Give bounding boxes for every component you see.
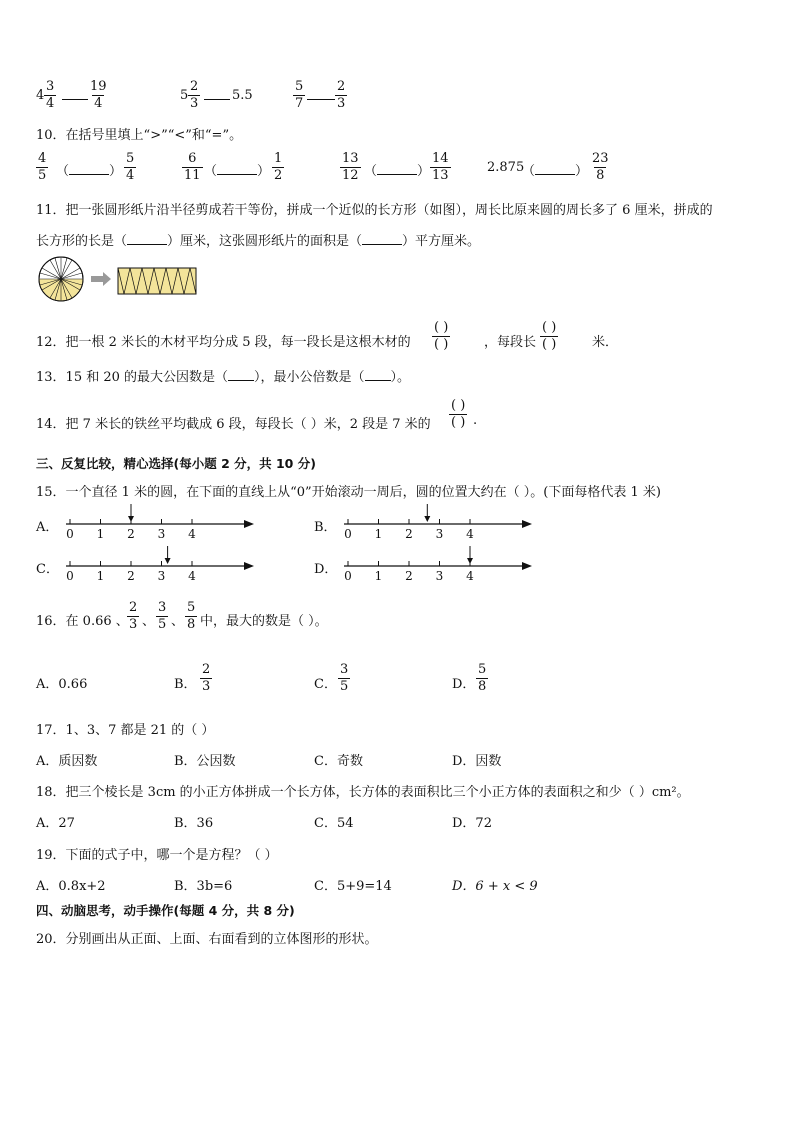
circle-sectors-figure <box>39 257 83 301</box>
q14-end: . <box>473 413 478 428</box>
q10-item4-paren[interactable]: （ ） <box>522 164 589 179</box>
number-line-tick-label: 2 <box>405 569 413 582</box>
q10-item1-left: $\frac{4}{5}$ <box>38 151 47 183</box>
q16-option-b-frac[interactable]: $\frac{2}{3}$ <box>202 662 211 694</box>
q16-frac-5-8: $\frac{5}{8}$ <box>187 600 196 632</box>
section-4-heading: 四、动脑思考，动手操作(每题 4 分，共 8 分) <box>36 903 295 918</box>
q19-option-c[interactable]: C．5+9=14 <box>314 879 392 894</box>
q17-option-a[interactable]: A．质因数 <box>36 754 98 769</box>
number-line-tick-label: 1 <box>96 569 105 582</box>
q15-numberline-a <box>62 500 258 540</box>
q10-item4-right: $\frac{23}{8}$ <box>592 151 609 183</box>
q16-sep-2: 、 <box>171 614 185 629</box>
axis-arrowhead-icon <box>244 562 254 570</box>
q10-item2-paren[interactable]: （ ） <box>204 164 271 179</box>
q9a-frac: $\frac{3}{4}$ <box>46 79 55 111</box>
q18-option-a[interactable]: A．27 <box>36 816 75 831</box>
q18-stem: 18．把三个棱长是 3cm 的小正方体拼成一个长方体，长方体的表面积比三个小正方体的表面积之和少（ ）cm²。 <box>36 785 690 800</box>
number-line-tick-label: 0 <box>344 569 352 582</box>
q9b-blank[interactable] <box>204 99 230 100</box>
q15-numberline-b <box>340 500 536 540</box>
q12-frac1[interactable]: ( ) ( ) <box>434 320 449 352</box>
q9b-frac: $\frac{2}{3}$ <box>190 79 199 111</box>
q17-option-d[interactable]: D．因数 <box>452 754 502 769</box>
q16-option-c-label[interactable]: C． <box>314 677 337 692</box>
arrow-right-icon <box>91 272 111 286</box>
q16-stem-b: 中，最大的数是（ ）。 <box>200 614 328 629</box>
q17-stem: 17．1、3、7 都是 21 的（ ） <box>36 723 215 738</box>
q16-sep-1: 、 <box>142 614 156 629</box>
number-line-tick-label: 2 <box>127 569 135 582</box>
q16-option-c-frac[interactable]: $\frac{3}{5}$ <box>340 662 349 694</box>
q10-item1-paren[interactable]: （ ） <box>56 164 123 179</box>
q10-item2-left: $\frac{6}{11}$ <box>184 151 201 183</box>
q10-item3-left: $\frac{13}{12}$ <box>342 151 359 183</box>
q10-stem: 10．在括号里填上“>”“<”和“=”。 <box>36 128 243 143</box>
position-arrowhead-icon <box>467 558 473 564</box>
q16-frac-3-5: $\frac{3}{5}$ <box>158 600 167 632</box>
q17-option-b[interactable]: B．公因数 <box>174 754 236 769</box>
q16-option-d-frac[interactable]: $\frac{5}{8}$ <box>478 662 487 694</box>
q14-frac[interactable]: ( ) ( ) <box>451 398 466 430</box>
q15-option-d-label[interactable]: D． <box>314 562 338 577</box>
q10-item2-right: $\frac{1}{2}$ <box>274 151 283 183</box>
q10-item4-left: 2.875 <box>487 160 525 175</box>
q12-frac2[interactable]: ( ) ( ) <box>542 320 557 352</box>
q18-option-c[interactable]: C．54 <box>314 816 354 831</box>
q16-option-d-label[interactable]: D． <box>452 677 476 692</box>
axis-arrowhead-icon <box>244 520 254 528</box>
q9c-frac: $\frac{5}{7}$ <box>295 79 304 111</box>
number-line-tick-label: 4 <box>466 569 474 582</box>
position-arrowhead-icon <box>128 516 134 522</box>
q16-stem-a: 16．在 0.66 、 <box>36 614 129 629</box>
number-line-tick-label: 4 <box>466 527 474 540</box>
q16-option-a[interactable]: A．0.66 <box>36 677 88 692</box>
number-line-tick-label: 3 <box>435 569 444 582</box>
q19-stem: 19．下面的式子中，哪一个是方程？（ ） <box>36 848 278 863</box>
q9b-right: 5.5 <box>232 88 253 103</box>
q19-option-d[interactable]: D．6 + x < 9 <box>452 879 538 894</box>
q12-text-c: 米． <box>592 335 619 350</box>
q9a-blank[interactable] <box>62 99 88 100</box>
q11-blank-length[interactable] <box>127 244 167 245</box>
position-arrowhead-icon <box>424 516 430 522</box>
axis-arrowhead-icon <box>522 562 532 570</box>
q10-item1-right: $\frac{5}{4}$ <box>126 151 135 183</box>
number-line-tick-label: 4 <box>188 527 196 540</box>
number-line-tick-label: 1 <box>374 527 383 540</box>
q16-frac-2-3: $\frac{2}{3}$ <box>129 600 138 632</box>
rectangle-sectors-figure <box>118 268 196 294</box>
axis-arrowhead-icon <box>522 520 532 528</box>
q11-blank-area[interactable] <box>362 244 402 245</box>
q19-option-b[interactable]: B．3b=6 <box>174 879 233 894</box>
q15-stem: 15．一个直径 1 米的圆，在下面的直线上从“0”开始滚动一周后，圆的位置大约在（ ）。(下面每格代表 1 米) <box>36 485 661 500</box>
q11-figure <box>36 256 200 304</box>
q9b-whole: 5 <box>180 88 189 103</box>
q15-option-c-label[interactable]: C． <box>36 562 59 577</box>
q18-option-d[interactable]: D．72 <box>452 816 492 831</box>
number-line-tick-label: 1 <box>96 527 105 540</box>
q12-text-b: ，每段长 <box>484 335 537 350</box>
q15-numberline-c <box>62 542 258 582</box>
q12-text-a: 12．把一根 2 米长的木材平均分成 5 段，每一段长是这根木材的 <box>36 335 411 350</box>
q19-option-a[interactable]: A．0.8x+2 <box>36 879 106 894</box>
q15-option-a-label[interactable]: A． <box>36 520 59 535</box>
number-line-tick-label: 3 <box>435 527 444 540</box>
q9a-rfrac: $\frac{19}{4}$ <box>90 79 107 111</box>
number-line-tick-label: 0 <box>66 527 74 540</box>
q11-line2: 长方形的长是（ ）厘米，这张圆形纸片的面积是（ ）平方厘米。 <box>36 234 481 249</box>
q13: 13．15 和 20 的最大公因数是（ ），最小公倍数是（ ）。 <box>36 370 411 385</box>
q9c-blank[interactable] <box>307 99 335 100</box>
number-line-tick-label: 3 <box>157 527 166 540</box>
number-line-tick-label: 0 <box>66 569 74 582</box>
number-line-tick-label: 3 <box>157 569 166 582</box>
q20-stem: 20．分别画出从正面、上面、右面看到的立体图形的形状。 <box>36 932 378 947</box>
q11-line1: 11．把一张圆形纸片沿半径剪成若干等份，拼成一个近似的长方形（如图），周长比原来圆的周长多了 6 厘米，拼成的 <box>36 203 713 218</box>
q10-item3-paren[interactable]: （ ） <box>364 164 431 179</box>
q13-blank-gcd[interactable] <box>228 380 254 381</box>
number-line-tick-label: 1 <box>374 569 383 582</box>
section-3-heading: 三、反复比较，精心选择(每小题 2 分，共 10 分) <box>36 456 316 471</box>
q18-option-b[interactable]: B．36 <box>174 816 214 831</box>
q16-option-b-label[interactable]: B． <box>174 677 197 692</box>
q9c-rfrac: $\frac{2}{3}$ <box>337 79 346 111</box>
q15-numberline-d <box>340 542 536 582</box>
number-line-tick-label: 0 <box>344 527 352 540</box>
position-arrowhead-icon <box>165 558 171 564</box>
q10-item3-right: $\frac{14}{13}$ <box>432 151 449 183</box>
q14-text: 14．把 7 米长的铁丝平均截成 6 段，每段长（ ）米，2 段是 7 米的 <box>36 417 431 432</box>
q15-option-b-label[interactable]: B． <box>314 520 337 535</box>
number-line-tick-label: 4 <box>188 569 196 582</box>
q9a-whole: 4 <box>36 88 45 103</box>
number-line-tick-label: 2 <box>405 527 413 540</box>
q17-option-c[interactable]: C．奇数 <box>314 754 363 769</box>
number-line-tick-label: 2 <box>127 527 135 540</box>
q13-blank-lcm[interactable] <box>365 380 391 381</box>
